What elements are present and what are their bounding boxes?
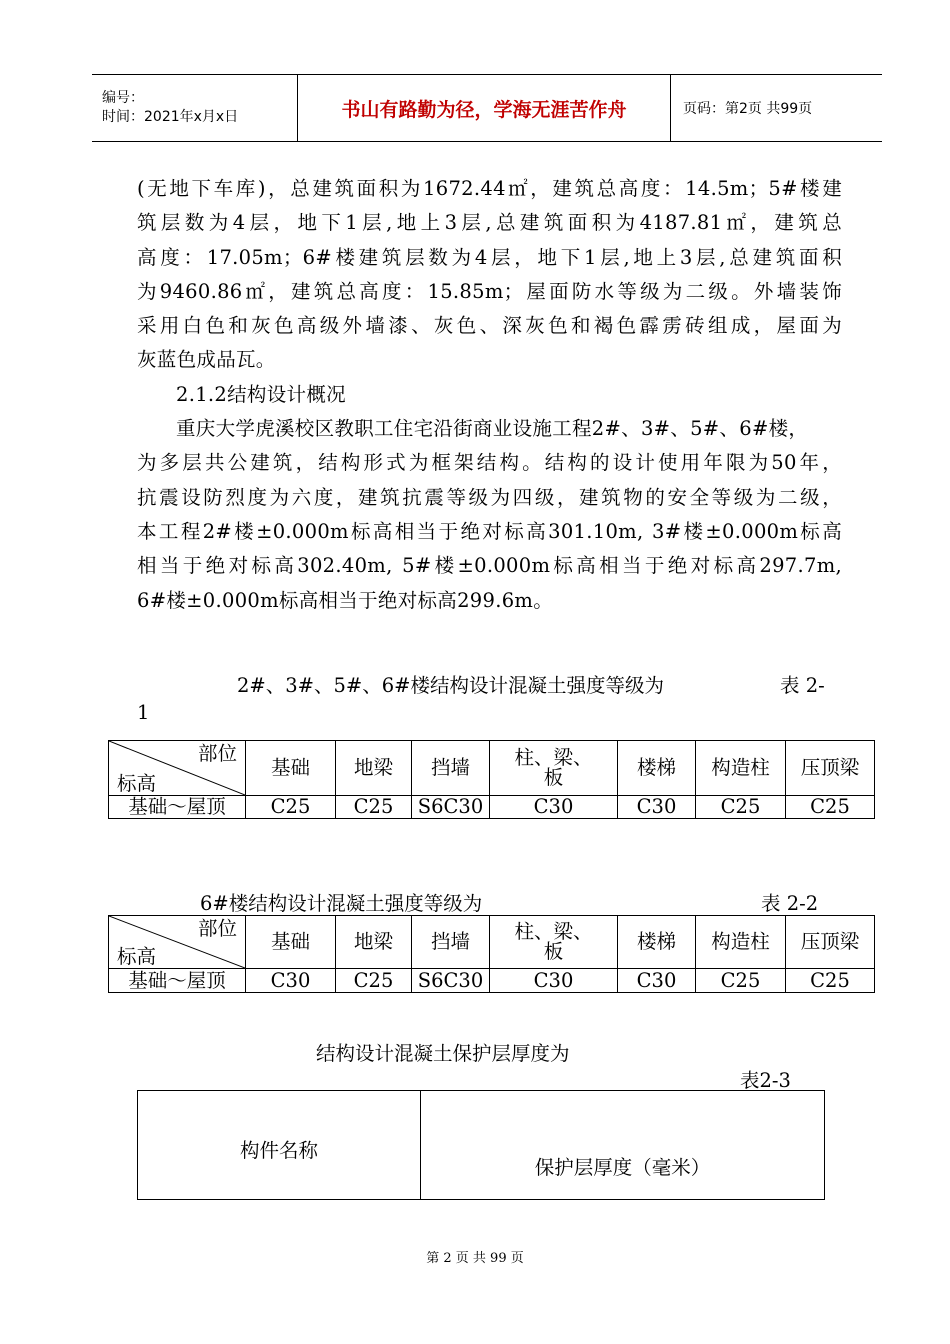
table2-header: 挡墙 xyxy=(412,916,490,969)
table1-corner-cell xyxy=(109,741,246,796)
corner-top-label: 部位 xyxy=(197,917,237,940)
table2-header: 构造柱 xyxy=(696,916,786,969)
time-label: 时间：2021年x月x日 xyxy=(102,109,239,125)
section-heading: 2.1.2结构设计概况 xyxy=(176,382,346,406)
p1-line: 灰蓝色成品瓦。 xyxy=(137,348,276,372)
table1 xyxy=(108,740,875,819)
table2-row-label: 基础～屋顶 xyxy=(109,969,246,993)
p1-line: 筑层数为4层，地下1层,地上3层,总建筑面积为4187.81㎡，建筑总 xyxy=(137,211,842,235)
corner-bottom-label: 标高 xyxy=(117,772,157,795)
table1-cell: C25 xyxy=(696,796,786,819)
table3-number: 表2-3 xyxy=(740,1069,791,1092)
table1-number: 表 2- xyxy=(780,674,825,697)
table2-cell: C30 xyxy=(246,969,336,993)
p1-line: 采用白色和灰色高级外墙漆、灰色、深灰色和褐色霹雳砖组成，屋面为 xyxy=(137,314,842,338)
table2-header: 楼梯 xyxy=(618,916,696,969)
table3-col1: 构件名称 xyxy=(138,1091,421,1200)
table2 xyxy=(108,915,875,993)
table1-row-label: 基础～屋顶 xyxy=(109,796,246,819)
table2-number: 表 2-2 xyxy=(761,892,819,915)
table1-header: 柱、梁、板 xyxy=(490,741,618,796)
header-motto: 书山有路勤为径，学海无涯苦作舟 xyxy=(298,75,671,142)
p2-line: 6#楼±0.000m标高相当于绝对标高299.6m。 xyxy=(137,588,554,612)
table1-number-cont: 1 xyxy=(137,701,150,724)
table1-cell: C30 xyxy=(618,796,696,819)
table1-cell: C25 xyxy=(786,796,875,819)
table3 xyxy=(137,1090,825,1200)
table1-header: 挡墙 xyxy=(412,741,490,796)
p1-line: (无地下车库)，总建筑面积为1672.44㎡，建筑总高度：14.5m；5#楼建 xyxy=(137,177,842,200)
table2-cell: S6C30 xyxy=(412,969,490,993)
table2-header: 压顶梁 xyxy=(786,916,875,969)
table1-header: 楼梯 xyxy=(618,741,696,796)
p1-line: 为9460.86㎡，建筑总高度：15.85m；屋面防水等级为二级。外墙装饰 xyxy=(137,279,842,303)
table1-cell: C25 xyxy=(336,796,412,819)
table1-cell: C30 xyxy=(490,796,618,819)
table3-col2: 保护层厚度（毫米） xyxy=(421,1091,825,1200)
table1-header: 构造柱 xyxy=(696,741,786,796)
p2-line: 抗震设防烈度为六度，建筑抗震等级为四级，建筑物的安全等级为二级， xyxy=(137,485,842,509)
page-header xyxy=(92,74,882,142)
table1-header: 基础 xyxy=(246,741,336,796)
p2-line: 为多层共公建筑，结构形式为框架结构。结构的设计使用年限为50年， xyxy=(137,451,842,475)
corner-top-label: 部位 xyxy=(197,742,237,765)
table1-cell: S6C30 xyxy=(412,796,490,819)
p1-line: 高度：17.05m；6#楼建筑层数为4层，地下1层,地上3层,总建筑面积 xyxy=(137,245,842,269)
table2-header: 地梁 xyxy=(336,916,412,969)
p2-line: 重庆大学虎溪校区教职工住宅沿街商业设施工程2#、3#、5#、6#楼， xyxy=(176,417,809,441)
table1-header: 压顶梁 xyxy=(786,741,875,796)
table1-cell: C25 xyxy=(246,796,336,819)
table2-cell: C25 xyxy=(696,969,786,993)
serial-label: 编号： xyxy=(102,90,144,106)
page-footer: 第 2 页 共 99 页 xyxy=(426,1251,524,1266)
corner-bottom-label: 标高 xyxy=(117,945,157,968)
table2-cell: C30 xyxy=(490,969,618,993)
table2-cell: C25 xyxy=(786,969,875,993)
table1-caption: 2#、3#、5#、6#楼结构设计混凝土强度等级为 xyxy=(237,674,664,697)
table2-header: 柱、梁、板 xyxy=(490,916,618,969)
table2-corner-cell xyxy=(109,916,246,969)
table2-caption: 6#楼结构设计混凝土强度等级为 xyxy=(200,892,483,915)
body-text xyxy=(137,172,842,618)
table1-header: 地梁 xyxy=(336,741,412,796)
p2-line: 本工程2#楼±0.000m标高相当于绝对标高301.10m, 3#楼±0.000m标高 xyxy=(137,519,842,543)
table2-cell: C30 xyxy=(618,969,696,993)
table2-cell: C25 xyxy=(336,969,412,993)
table3-caption: 结构设计混凝土保护层厚度为 xyxy=(316,1042,570,1065)
p2-line: 相当于绝对标高302.40m, 5#楼±0.000m标高相当于绝对标高297.7m, xyxy=(137,554,842,578)
table2-header: 基础 xyxy=(246,916,336,969)
header-page-info: 页码：第2页 共99页 xyxy=(671,75,883,142)
header-meta xyxy=(92,75,298,142)
